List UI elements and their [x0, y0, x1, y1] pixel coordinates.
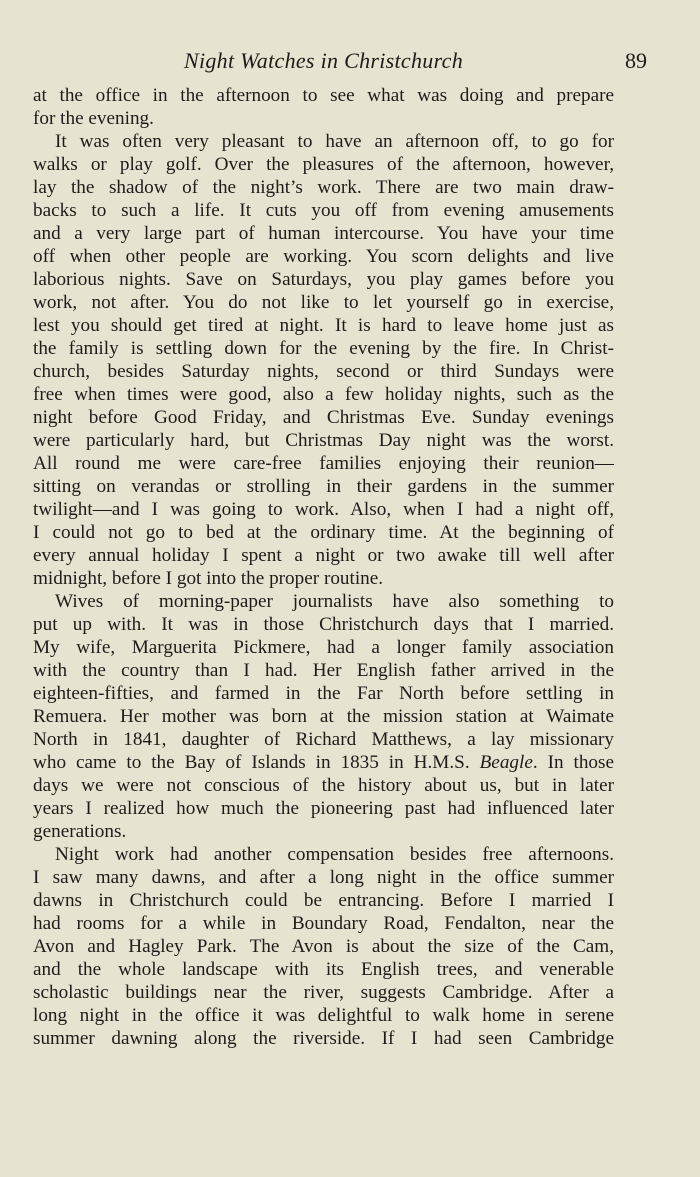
text-line: dawns in Christchurch could be entrancing. Before I married I — [33, 890, 614, 911]
text-line: off when other people are working. You scorn delights and live — [33, 246, 614, 267]
text-line: and the whole landscape with its English trees, and venerable — [33, 959, 614, 980]
text-segment: . In those — [532, 752, 614, 773]
running-head — [33, 48, 647, 78]
text-line: for the evening. — [33, 108, 154, 129]
text-line: walks or play golf. Over the pleasures of the afternoon, however, — [33, 154, 614, 175]
text-line: at the office in the afternoon to see what was doing and prepare — [33, 85, 614, 106]
text-line: church, besides Saturday nights, second or third Sundays were — [33, 361, 614, 382]
text-line: eighteen-fifties, and farmed in the Far North before settling in — [33, 683, 614, 704]
text-line: were particularly hard, but Christmas Day night was the worst. — [33, 430, 614, 451]
text-line: Wives of morning-paper journalists have also something to — [55, 591, 614, 612]
text-line: and a very large part of human intercourse. You have your time — [33, 223, 614, 244]
text-line: twilight—and I was going to work. Also, when I had a night off, — [33, 499, 614, 520]
text-line: every annual holiday I spent a night or two awake till well after — [33, 545, 614, 566]
text-line: put up with. It was in those Christchurch days that I married. — [33, 614, 614, 635]
text-line: backs to such a life. It cuts you off from evening amusements — [33, 200, 614, 221]
text-line: laborious nights. Save on Saturdays, you play games before you — [33, 269, 614, 290]
text-line: North in 1841, daughter of Richard Matthews, a lay missionary — [33, 729, 614, 750]
text-line: I could not go to bed at the ordinary time. At the beginning of — [33, 522, 614, 543]
text-line: My wife, Marguerita Pickmere, had a longer family association — [33, 637, 614, 658]
text-line: Night work had another compensation besides free afternoons. — [55, 844, 614, 865]
text-line: years I realized how much the pioneering past had influenced later — [33, 798, 614, 819]
text-line: days we were not conscious of the history about us, but in later — [33, 775, 614, 796]
text-line: work, not after. You do not like to let yourself go in exercise, — [33, 292, 614, 313]
text-line: with the country than I had. Her English father arrived in the — [33, 660, 614, 681]
text-line: I saw many dawns, and after a long night in the office summer — [33, 867, 614, 888]
text-line: lest you should get tired at night. It is hard to leave home just as — [33, 315, 614, 336]
text-line: All round me were care-free families enjoying their reunion— — [33, 453, 614, 474]
text-line: midnight, before I got into the proper routine. — [33, 568, 384, 589]
text-line: sitting on verandas or strolling in their gardens in the summer — [33, 476, 614, 497]
text-line: scholastic buildings near the river, suggests Cambridge. After a — [33, 982, 614, 1003]
running-title: Night Watches in Christchurch — [183, 48, 464, 73]
text-line — [33, 751, 614, 774]
text-line: It was often very pleasant to have an afternoon off, to go for — [55, 131, 614, 152]
text-line: free when times were good, also a few holiday nights, such as the — [33, 384, 614, 405]
page-number: 89 — [625, 48, 647, 73]
body-text — [33, 84, 614, 1050]
text-line: the family is settling down for the evening by the fire. In Christ- — [33, 338, 614, 359]
text-segment: who came to the Bay of Islands in 1835 in H.M.S. — [33, 752, 470, 773]
text-line: long night in the office it was delightful to walk home in serene — [33, 1005, 614, 1026]
text-line: had rooms for a while in Boundary Road, Fendalton, near the — [33, 913, 614, 934]
text-line: summer dawning along the riverside. If I had seen Cambridge — [33, 1028, 614, 1049]
text-line: lay the shadow of the night’s work. There are two main draw- — [33, 177, 614, 198]
text-line: night before Good Friday, and Christmas Eve. Sunday evenings — [33, 407, 614, 428]
text-line: Avon and Hagley Park. The Avon is about the size of the Cam, — [33, 936, 614, 957]
text-line: generations. — [33, 821, 127, 842]
text-line: Remuera. Her mother was born at the mission station at Waimate — [33, 706, 614, 727]
ship-name: Beagle — [479, 752, 533, 773]
